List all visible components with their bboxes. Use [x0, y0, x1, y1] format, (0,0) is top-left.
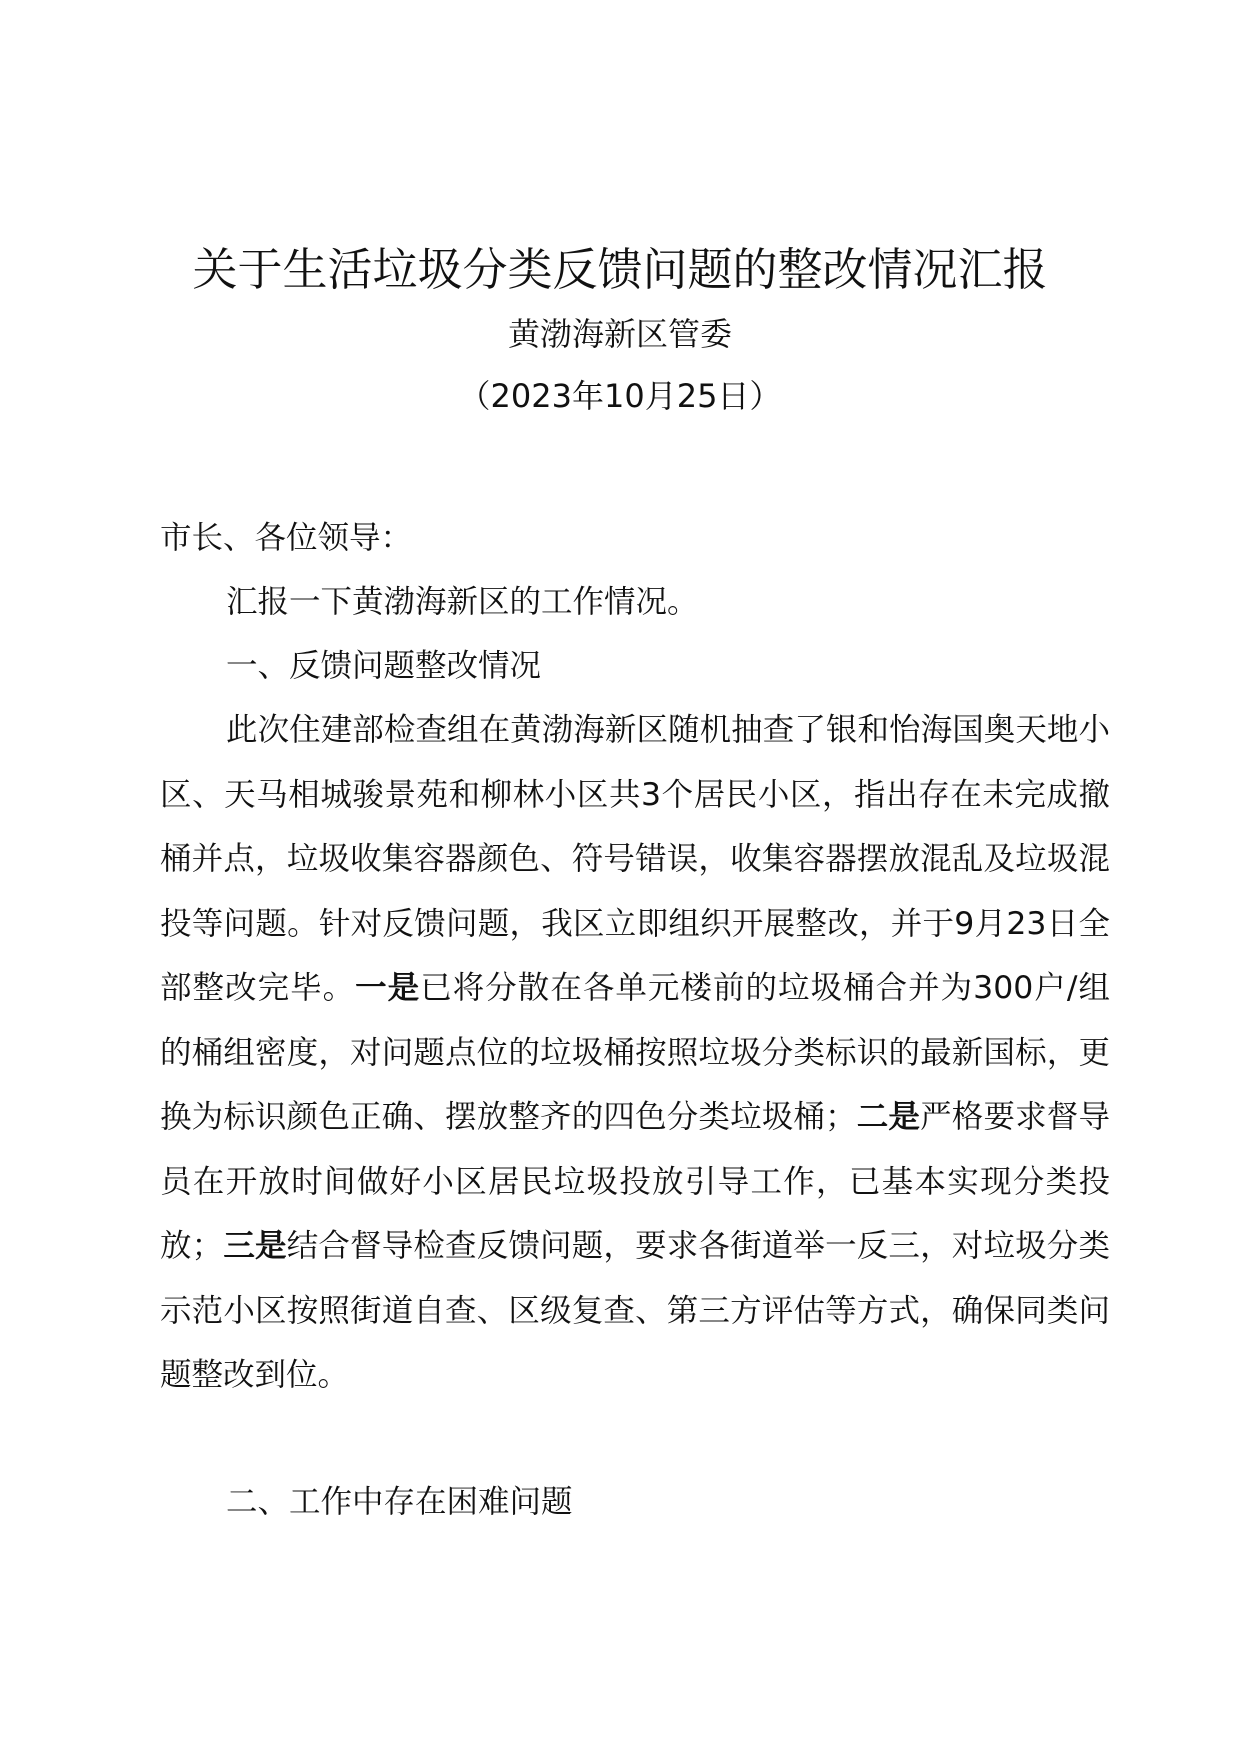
section-heading-1: 一、反馈问题整改情况 — [226, 648, 542, 684]
section1-paragraph — [160, 698, 1110, 1408]
intro-paragraph: 汇报一下黄渤海新区的工作情况。 — [226, 584, 699, 620]
document-title: 关于生活垃圾分类反馈问题的整改情况汇报 — [192, 243, 1048, 296]
section1-text: 此次住建部检查组在黄渤海新区随机抽查了银和怡海国奥天地小区、天马相城骏景苑和柳林小区共3个居民小区，指出存在未完成撤桶并点，垃圾收集容器颜色、符号错误，收集容器摆放混乱及垃圾混投等问题。针对反馈问题，我区立即组织开展整改，并于9月23日全部整改完毕。 — [160, 712, 1110, 1006]
document-author: 黄渤海新区管委 — [507, 315, 732, 353]
point3-text: 结合督导检查反馈问题，要求各街道举一反三，对垃圾分类示范小区按照街道自查、区级复查、第三方评估等方式，确保同类问题整改到位。 — [160, 1228, 1110, 1393]
point2-label: 二是 — [856, 1099, 921, 1135]
salutation: 市长、各位领导： — [160, 520, 413, 556]
point1-text: 已将分散在各单元楼前的垃圾桶合并为300户/组的桶组密度，对问题点位的垃圾桶按照垃圾分类标识的最新国标，更换为标识颜色正确、摆放整齐的四色分类垃圾桶； — [160, 970, 1110, 1135]
point3-label: 三是 — [223, 1228, 287, 1264]
section-heading-2: 二、工作中存在困难问题 — [226, 1484, 573, 1520]
document-date: （2023年10月25日） — [458, 377, 782, 415]
point1-label: 一是 — [355, 970, 421, 1006]
point2-text: 严格要求督导员在开放时间做好小区居民垃圾投放引导工作，已基本实现分类投放； — [160, 1099, 1110, 1264]
